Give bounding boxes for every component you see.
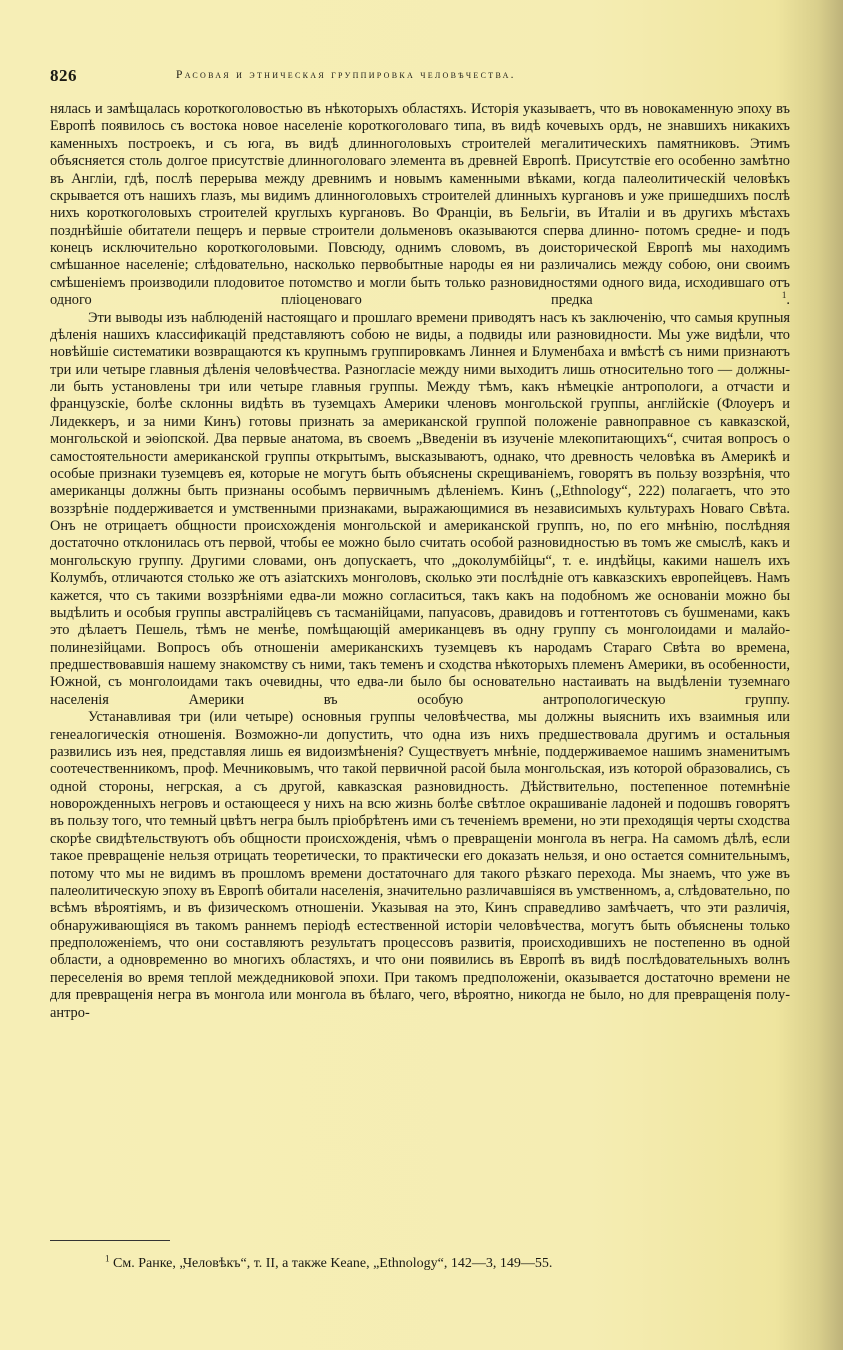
footnote-text: См. Ранке, „Человѣкъ“, т. II, а также Keane, „Ethnology“, 142—3, 149—55.: [113, 1256, 553, 1271]
paragraph-2: [50, 310, 790, 710]
paragraph-1-text: нялась и замѣщалась короткоголовостью въ нѣкоторыхъ областяхъ. Исторія указываетъ, что въ новокаменную эпоху въ Европѣ появилось съ востока новое населеніе короткоголоваго типа, въ видѣ кочевыхъ ордъ, не знавшихъ никакихъ каменныхъ построекъ, и съ юга, въ видѣ длинноголовыхъ строителей мегалитическихъ памятниковъ. Этимъ объясняется столь долгое присутствіе длинноголоваго элемента въ древней Европѣ. Присутствіе его особенно замѣтно въ Англіи, гдѣ, послѣ перерыва между древнимъ и новымъ каменными вѣками, когда палеолитическій человѣкъ скрывается отъ нашихъ глазъ, мы видимъ длинноголовыхъ строителей длинныхъ кургановъ и уже пришедшихъ послѣ нихъ короткоголовыхъ строителей круглыхъ кургановъ. Во Франціи, въ Бельгіи, въ Италіи и въ другихъ мѣстахъ позднѣйшіе обитатели пещеръ и первые строители дольменовъ оказываются сперва длинно- потомъ средне- и подъ конецъ исключительно короткоголовыми. Повсюду, однимъ словомъ, въ доисторической Европѣ мы находимъ смѣшанное населеніе; слѣдовательно, насколько первобытные народы ея ни различались между собою, они своимъ смѣшеніемъ производили плодовитое потомство и могли быть только разновидностями одного вида, исходившаго отъ одного пліоценоваго предка: [50, 101, 790, 309]
paragraph-3-text: Устанавливая три (или четыре) основныя группы человѣчества, мы должны выяснить ихъ взаимныя или генеалогическія отношенія. Возможно-ли допустить, что одна изъ нихъ предшествовала другимъ и остальныя развились изъ нея, представляя лишь ея видоизмѣненія? Существуетъ мнѣніе, поддерживаемое нашимъ знаменитымъ соотечественникомъ, проф. Мечниковымъ, что такой первичной расой была монгольская, изъ которой образовались, съ одной стороны, негрская, а съ другой, кавказская разновидность. Дѣйствительно, постепенное потемнѣніе новорожденныхъ негровъ и остающееся у нихъ на всю жизнь болѣе свѣтлое окрашиваніе ладоней и подошвъ говорятъ въ пользу того, что темный цвѣтъ негра былъ пріобрѣтенъ ими съ теченіемъ времени, но эти преходящія черты сходства скорѣе свидѣтельствуютъ объ общности происхожденія, чѣмъ о превращеніи монгола въ негра. На самомъ дѣлѣ, если такое превращеніе нельзя отрицать теоретически, то практически его доказать нельзя, и оно остается сомнительнымъ, потому что мы не видимъ въ прошломъ времени достаточнаго для такого рѣзкаго перехода. Мы знаемъ, что уже въ палеолитическую эпоху въ Европѣ обитали населенія, значительно различавшіяся въ умственномъ, а, слѣдовательно, по всѣмъ вѣроятіямъ, и въ физическомъ отношеніи. Указывая на это, Кинъ справедливо замѣчаетъ, что эти различія, обнаруживающіяся въ такомъ раннемъ періодѣ естественной исторіи человѣчества, могутъ быть объяснены только предположеніемъ, что они составляютъ результатъ процессовъ развитія, происходившихъ не постепенно въ одной области, а одновременно во многихъ областяхъ, и что они появились въ Европѣ въ видѣ послѣдовательныхъ волнъ переселенія во время теплой междедниковой эпохи. При такомъ предположеніи, оказывается достаточно времени не для превращенія негра въ монгола или монгола въ бѣлаго, чего, вѣроятно, никогда не было, но для превращенія полу-антро-: [50, 709, 790, 1021]
paragraph-3: [50, 709, 790, 1022]
body-text: [50, 101, 790, 1022]
page-header: [50, 66, 790, 88]
paragraph-1: нялась и замѣщалась короткоголовостью въ нѣкоторыхъ областяхъ. Исторія указываетъ, что въ новокаменную эпоху въ Европѣ появилось съ востока новое населеніе короткоголоваго типа, въ видѣ кочевыхъ ордъ, не знавшихъ никакихъ каменныхъ построекъ, и съ юга, въ видѣ длинноголовыхъ строителей мегалитическихъ памятниковъ. Этимъ объясняется столь долгое присутствіе длинноголоваго элемента въ древней Европѣ. Присутствіе его особенно замѣтно въ Англіи, гдѣ, послѣ перерыва между древнимъ и новымъ каменными вѣками, когда палеолитическій человѣкъ скрывается отъ нашихъ глазъ, мы видимъ длинноголовыхъ строителей длинныхъ кургановъ и уже пришедшихъ послѣ нихъ короткоголовыхъ строителей круглыхъ кургановъ. Во Франціи, въ Бельгіи, въ Италіи и въ другихъ мѣстахъ позднѣйшіе обитатели пещеръ и первые строители дольменовъ оказываются сперва длинно- потомъ средне- и подъ конецъ исключительно короткоголовыми. Повсюду, однимъ словомъ, въ доисторической Европѣ мы находимъ смѣшанное населеніе; слѣдовательно, насколько первобытные народы ея ни различались между собою, они своимъ смѣшеніемъ производили плодовитое потомство и могли быть только разновидностями одного вида, исходившаго отъ одного пліоценоваго предка $^1$.: [50, 101, 790, 309]
running-title: Расовая и этническая группировка человѣчества.: [176, 69, 516, 81]
footnote-divider: [50, 1240, 170, 1241]
footnote-reference: 1: [781, 290, 787, 301]
footnote: [105, 1253, 553, 1272]
footnote-marker: 1: [105, 1253, 110, 1264]
paragraph-2-text: Эти выводы изъ наблюденій настоящаго и прошлаго времени приводятъ насъ къ заключенію, что самыя крупныя дѣленія нашихъ классификацій представляютъ собою не виды, а подвиды или разновидности. Мы уже видѣли, что новѣйшіе систематики возвращаются къ крупнымъ группировкамъ Линнея и Блуменбаха и вмѣстѣ съ ними признаютъ три или четыре главныя дѣленія человѣчества. Разногласіе между ними выходитъ лишь относительно того — должны-ли быть установлены три или четыре главныя группы. Между тѣмъ, какъ нѣмецкіе антропологи, а отчасти и французскіе, болѣе склонны видѣть въ туземцахъ Америки членовъ монгольской группы, англійскіе (Флоуеръ и Лидеккеръ, и за ними Кинъ) готовы признать за американской группой положеніе равноправное съ кавказской, монгольской и эѳіопской. Два первые анатома, въ своемъ „Введеніи въ изученіе млекопитающихъ“, считая вопросъ о самостоятельности американской группы открытымъ, высказываютъ, однако, что древность человѣка въ Америкѣ и особые признаки туземцевъ ея, которые не могутъ быть объяснены скрещиваніемъ, говорятъ въ пользу воззрѣнія, что американцы должны быть признаны особымъ первичнымъ дѣленіемъ. Кинъ („Ethnology“, 222) полагаетъ, что это воззрѣніе поддерживается и умственными признаками, выражающимися въ независимыхъ культурахъ Новаго Свѣта. Онъ не отрицаетъ общности происхожденія монгольской и американской группъ, но, по его мнѣнію, послѣдняя достаточно отклонилась отъ первой, чтобы ее можно было считать особой разновидностью въ томъ же смыслѣ, какъ и монгольскую группу. Другими словами, онъ допускаетъ, что „доколумбійцы“, т. е. индѣйцы, какими нашелъ ихъ Колумбъ, отличаются столько же отъ азіатскихъ монголовъ, сколько эти послѣдніе отъ кавказскихъ европейцевъ. Намъ кажется, что съ такими воззрѣніями едва-ли можно согласиться, такъ какъ на подобномъ же основаніи можно бы выдѣлить и особыя группы австралійцевъ съ тасманійцами, папуасовъ, дравидовъ и готтентотовъ съ бушменами, какъ это дѣлаетъ Пешель, тѣмъ не менѣе, помѣщающій американцевъ въ одну группу съ монголоидами и малайо-полинезійцами. Вопросъ объ отношеніи американскихъ туземцевъ къ народамъ Стараго Свѣта во времена, предшествовавшія нашему знакомству съ ними, такъ теменъ и сходства нѣкоторыхъ племенъ Америки, въ особенности, Южной, съ монголоидами такъ очевидны, что едва-ли было бы основательно настаивать на выдѣленіи туземнаго населенія Америки въ особую антропологическую группу.: [50, 309, 790, 708]
page-number: 826: [50, 66, 77, 85]
